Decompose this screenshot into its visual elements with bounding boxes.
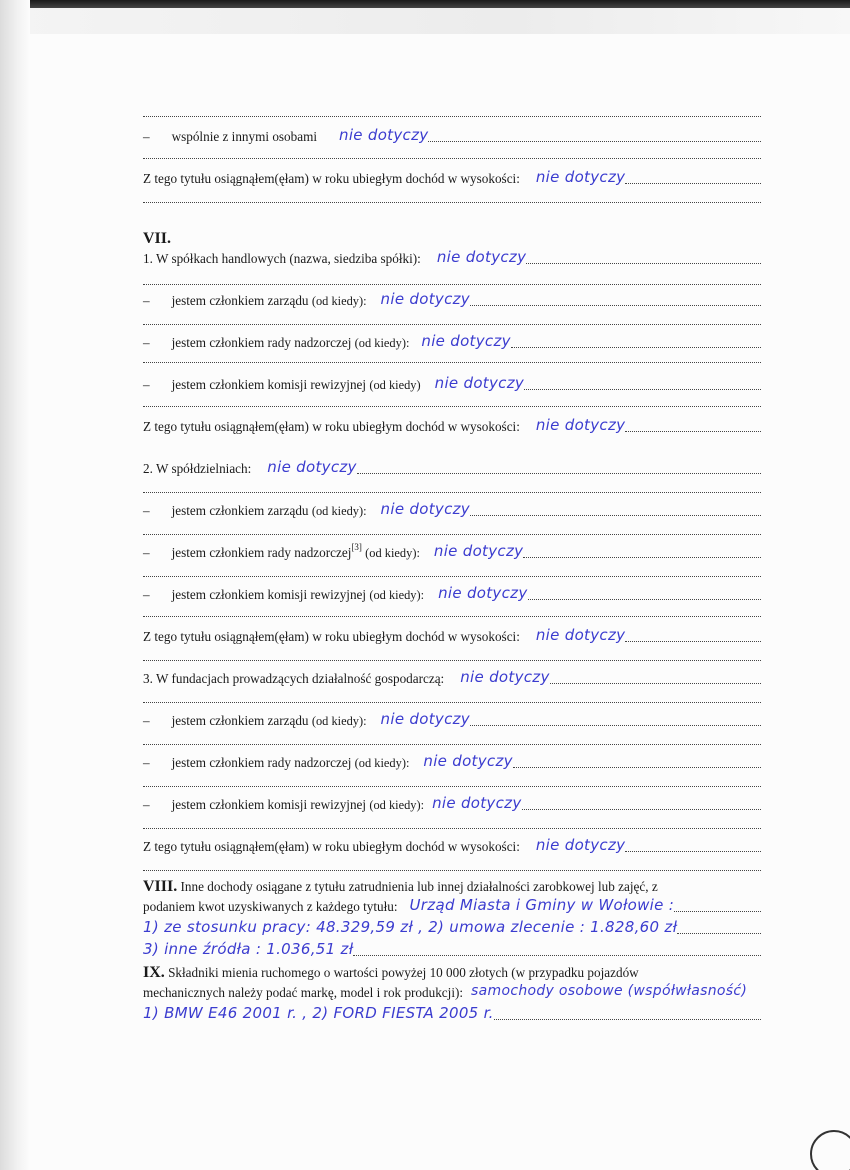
- label-dochod: Z tego tytułu osiągnąłem(ęłam) w roku ubiegłym dochód w wysokości:: [143, 171, 520, 186]
- section-viii-text-2: podaniem kwot uzyskiwanych z każdego tytułu:: [143, 899, 398, 914]
- label-wspolnie: wspólnie z innymi osobami: [171, 129, 318, 144]
- row-fund-rada: [143, 753, 761, 773]
- row-spoldzielnie: [143, 459, 761, 479]
- label-od-kiedy: (od kiedy): [369, 378, 421, 392]
- label-od-kiedy: (od kiedy):: [365, 546, 420, 560]
- dotted-line: [143, 869, 761, 871]
- label-dochod: Z tego tytułu osiągnąłem(ęłam) w roku ubiegłym dochód w wysokości:: [143, 839, 520, 854]
- label-rady: jestem członkiem rady nadzorczej: [171, 755, 352, 770]
- row-spoldz-komisja: [143, 585, 761, 605]
- row-spolki-rada: [143, 333, 761, 353]
- row-fundacje: [143, 669, 761, 689]
- row-spoldz-rada: [143, 543, 761, 563]
- dotted-line: [143, 743, 761, 745]
- label-spoldzielnie: 2. W spółdzielniach:: [143, 461, 252, 476]
- dotted-line: [143, 361, 761, 363]
- dash: –: [143, 129, 150, 144]
- section-viii-text: Inne dochody osiągane z tytułu zatrudnienia lub innej działalności zarobkowej lub zajęć, z: [180, 879, 658, 894]
- label-dochod: Z tego tytułu osiągnąłem(ęłam) w roku ubiegłym dochód w wysokości:: [143, 419, 520, 434]
- answer-spolki-zarzad: nie dotyczy: [380, 290, 470, 308]
- label-komisji: jestem członkiem komisji rewizyjnej: [171, 377, 367, 392]
- answer-spoldzielnie: nie dotyczy: [267, 458, 357, 476]
- label-zarzad: jestem członkiem zarządu: [171, 293, 309, 308]
- dash: –: [143, 755, 150, 770]
- dash: –: [143, 335, 150, 350]
- answer-viii-2: 1) ze stosunku pracy: 48.329,59 zł , 2) umowa zlecenie : 1.828,60 zł: [143, 918, 678, 936]
- section-viii-line1: [143, 877, 761, 897]
- footnote-marker: [3]: [351, 542, 362, 552]
- section-ix-line2: [143, 983, 761, 1003]
- section-ix-text-2: mechanicznych należy podać markę, model i rok produkcji):: [143, 985, 464, 1000]
- row-fund-zarzad: [143, 711, 761, 731]
- dash: –: [143, 377, 150, 392]
- section-ix-line1: [143, 963, 761, 983]
- row-dochod-4: [143, 837, 761, 857]
- answer-spoldz-komisja: nie dotyczy: [438, 584, 528, 602]
- page-corner-mark: [810, 1130, 850, 1170]
- scan-shadow: [0, 8, 850, 34]
- answer-dochod-1: nie dotyczy: [535, 168, 626, 186]
- answer-spolki-rada: nie dotyczy: [421, 332, 511, 350]
- label-rady: jestem członkiem rady nadzorczej: [171, 335, 352, 350]
- dotted-line: [143, 283, 761, 285]
- section-ix-text: Składniki mienia ruchomego o wartości powyżej 10 000 złotych (w przypadku pojazdów: [168, 965, 639, 980]
- label-od-kiedy: (od kiedy):: [369, 798, 425, 812]
- label-od-kiedy: (od kiedy):: [354, 756, 410, 770]
- dash: –: [143, 587, 150, 602]
- label-zarzad: jestem członkiem zarządu: [171, 713, 309, 728]
- answer-spolki: nie dotyczy: [436, 248, 527, 266]
- row-dochod-2: [143, 417, 761, 437]
- label-fundacje: 3. W fundacjach prowadzących działalność gospodarczą:: [143, 671, 445, 686]
- dotted-line: [143, 615, 761, 617]
- dotted-line: [143, 827, 761, 829]
- section-ix-line3: [143, 1005, 761, 1025]
- answer-spolki-komisja: nie dotyczy: [434, 374, 525, 392]
- answer-fundacje: nie dotyczy: [460, 668, 550, 686]
- answer-wspolnie: nie dotyczy: [339, 126, 429, 144]
- answer-ix-1: samochody osobowe (współwłasność): [471, 983, 748, 999]
- row-spolki: [143, 249, 761, 269]
- answer-viii-1: Urząd Miasta i Gminy w Wołowie :: [409, 896, 675, 914]
- answer-dochod-3: nie dotyczy: [535, 626, 626, 644]
- dotted-line: [143, 323, 761, 325]
- dotted-line: [143, 659, 761, 661]
- dotted-line: [143, 533, 761, 535]
- dotted-line: [143, 115, 761, 117]
- section-ix-title: IX.: [143, 964, 165, 981]
- answer-fund-rada: nie dotyczy: [423, 752, 513, 770]
- row-spoldz-zarzad: [143, 501, 761, 521]
- section-viii-line3: [143, 919, 761, 939]
- label-zarzad: jestem członkiem zarządu: [171, 503, 309, 518]
- label-spolki: 1. W spółkach handlowych (nazwa, siedziba spółki):: [143, 251, 421, 266]
- dotted-line: [143, 201, 761, 203]
- dotted-line: [143, 785, 761, 787]
- dash: –: [143, 503, 150, 518]
- section-viii-title: VIII.: [143, 878, 178, 895]
- dotted-line: [143, 491, 761, 493]
- answer-ix-2: 1) BMW E46 2001 r. , 2) FORD FIESTA 2005 r.: [143, 1004, 494, 1022]
- row-dochod-3: [143, 627, 761, 647]
- dash: –: [143, 713, 150, 728]
- label-od-kiedy: (od kiedy):: [311, 504, 367, 518]
- answer-dochod-2: nie dotyczy: [535, 416, 626, 434]
- row-spolki-komisja: [143, 375, 761, 395]
- label-komisji: jestem członkiem komisji rewizyjnej: [171, 587, 367, 602]
- label-od-kiedy: (od kiedy):: [311, 294, 367, 308]
- row-spolki-zarzad: [143, 291, 761, 311]
- label-rady: jestem członkiem rady nadzorczej: [171, 545, 352, 560]
- scan-left-shadow: [0, 0, 30, 1170]
- dotted-line: [143, 575, 761, 577]
- section-viii-line2: [143, 897, 761, 917]
- label-dochod: Z tego tytułu osiągnąłem(ęłam) w roku ubiegłym dochód w wysokości:: [143, 629, 520, 644]
- dash: –: [143, 797, 150, 812]
- section-vii-heading: [143, 229, 761, 249]
- dotted-line: [143, 405, 761, 407]
- section-viii-line4: [143, 941, 761, 961]
- answer-dochod-4: nie dotyczy: [535, 836, 626, 854]
- label-od-kiedy: (od kiedy):: [369, 588, 425, 602]
- answer-fund-zarzad: nie dotyczy: [380, 710, 470, 728]
- dotted-line: [143, 701, 761, 703]
- label-od-kiedy: (od kiedy):: [354, 336, 410, 350]
- dash: –: [143, 293, 150, 308]
- dash: –: [143, 545, 150, 560]
- answer-fund-komisja: nie dotyczy: [432, 794, 522, 812]
- row-fund-komisja: [143, 795, 761, 815]
- section-vii-title: VII.: [143, 230, 172, 247]
- answer-viii-3: 3) inne źródła : 1.036,51 zł: [143, 940, 354, 958]
- row-wspolnie: [143, 127, 761, 147]
- answer-spoldz-rada: nie dotyczy: [433, 542, 524, 560]
- label-od-kiedy: (od kiedy):: [311, 714, 367, 728]
- scan-top-edge: [0, 0, 850, 8]
- label-komisji: jestem członkiem komisji rewizyjnej: [171, 797, 367, 812]
- row-dochod-1: [143, 169, 761, 189]
- answer-spoldz-zarzad: nie dotyczy: [380, 500, 470, 518]
- dotted-line: [143, 157, 761, 159]
